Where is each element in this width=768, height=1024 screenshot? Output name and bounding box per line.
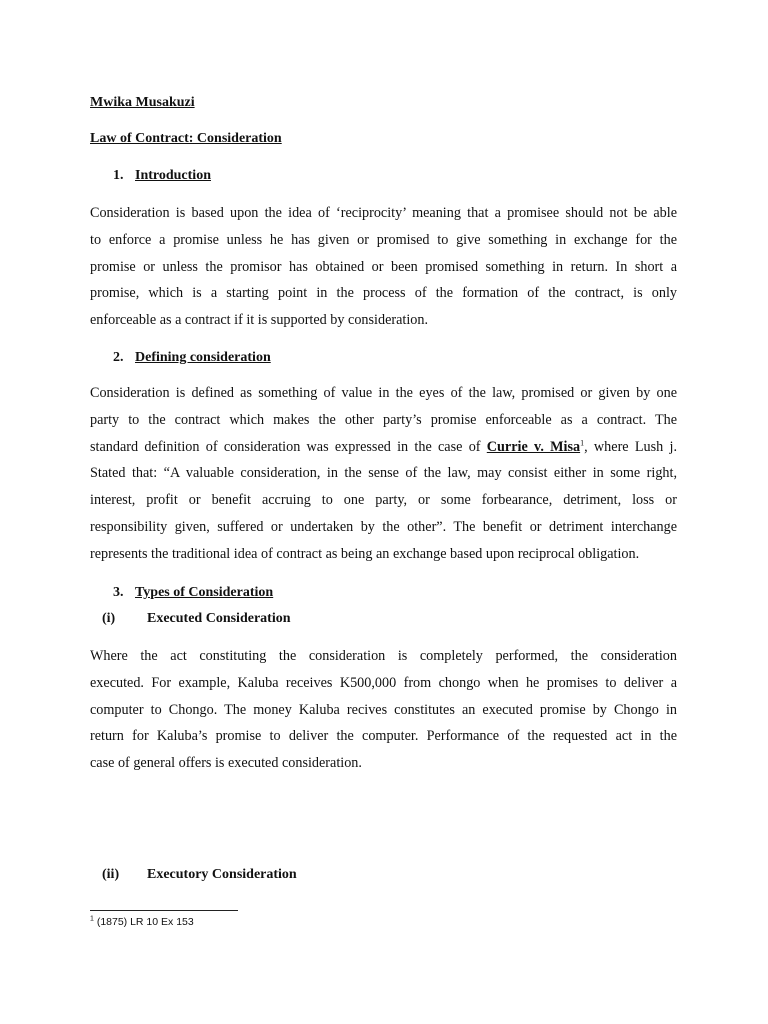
section-1-heading — [113, 167, 211, 185]
subsection-number: (i) — [102, 611, 116, 626]
footnote-reference: 1 — [580, 437, 585, 447]
paragraph-line: Consideration is based upon the idea of ‘reciprocity’ meaning that a promisee should not be able — [90, 205, 677, 221]
paragraph-line-with-citation — [90, 434, 677, 461]
section-1-paragraph — [90, 200, 677, 334]
footnote-separator — [90, 910, 238, 911]
paragraph-line: to enforce a promise unless he has given or promised to give something in exchange for the — [90, 231, 677, 248]
subsection-i-heading — [102, 610, 291, 628]
author-name: Mwika Musakuzi — [90, 95, 195, 110]
citation-lead-text: standard definition of consideration was expressed in the case of — [90, 438, 487, 455]
section-3-heading — [113, 584, 273, 602]
subsection-title: Executory Consideration — [147, 867, 297, 882]
paragraph-line: Consideration is defined as something of value in the eyes of the law, promised or given by one — [90, 385, 677, 401]
section-title: Types of Consideration — [135, 585, 274, 600]
case-citation: Currie v. Misa — [486, 438, 581, 455]
footnote — [90, 915, 194, 929]
footnote-text: (1875) LR 10 Ex 153 — [93, 916, 194, 928]
paragraph-line: return for Kaluba’s promise to deliver the computer. Performance of the requested act in the — [90, 728, 677, 745]
subsection-ii-heading — [102, 866, 297, 884]
section-title: Defining consideration — [135, 350, 271, 365]
paragraph-line: interest, profit or benefit accruing to one party, or some forbearance, detriment, loss or — [90, 492, 677, 509]
paragraph-line: case of general offers is executed consideration. — [90, 755, 362, 772]
paragraph-line: computer to Chongo. The money Kaluba recives constitutes an executed promise by Chongo in — [90, 701, 677, 718]
subsection-title: Executed Consideration — [147, 611, 291, 626]
paragraph-line: Where the act constituting the consideration is completely performed, the consideration — [90, 648, 677, 664]
section-2-paragraph — [90, 380, 677, 568]
paragraph-line: responsibility given, suffered or undertaken by the other”. The benefit or detriment interchange — [90, 518, 677, 535]
subsection-i-paragraph — [90, 643, 677, 777]
paragraph-line: enforceable as a contract if it is supported by consideration. — [90, 312, 429, 329]
section-2-heading — [113, 349, 271, 367]
paragraph-line: promise, which is a starting point in the process of the formation of the contract, is only — [90, 285, 677, 302]
subsection-number: (ii) — [102, 867, 120, 882]
section-number: 2. — [113, 350, 124, 365]
document-title: Law of Contract: Consideration — [90, 131, 282, 146]
section-number: 3. — [113, 585, 124, 600]
paragraph-line: executed. For example, Kaluba receives K500,000 from chongo when he promises to deliver a — [90, 674, 677, 691]
section-number: 1. — [113, 168, 124, 183]
paragraph-line: Stated that: “A valuable consideration, in the sense of the law, may consist either in some right, — [90, 465, 677, 482]
paragraph-line: promise or unless the promisor has obtained or been promised something in return. In short a — [90, 258, 677, 275]
paragraph-line: represents the traditional idea of contract as being an exchange based upon reciprocal obligation. — [90, 545, 640, 562]
footnote-marker: 1 — [90, 915, 94, 923]
citation-trail-text: , where Lush j. — [584, 438, 677, 455]
section-title: Introduction — [135, 168, 211, 183]
paragraph-line: party to the contract which makes the other party’s promise enforceable as a contract. The — [90, 411, 677, 428]
